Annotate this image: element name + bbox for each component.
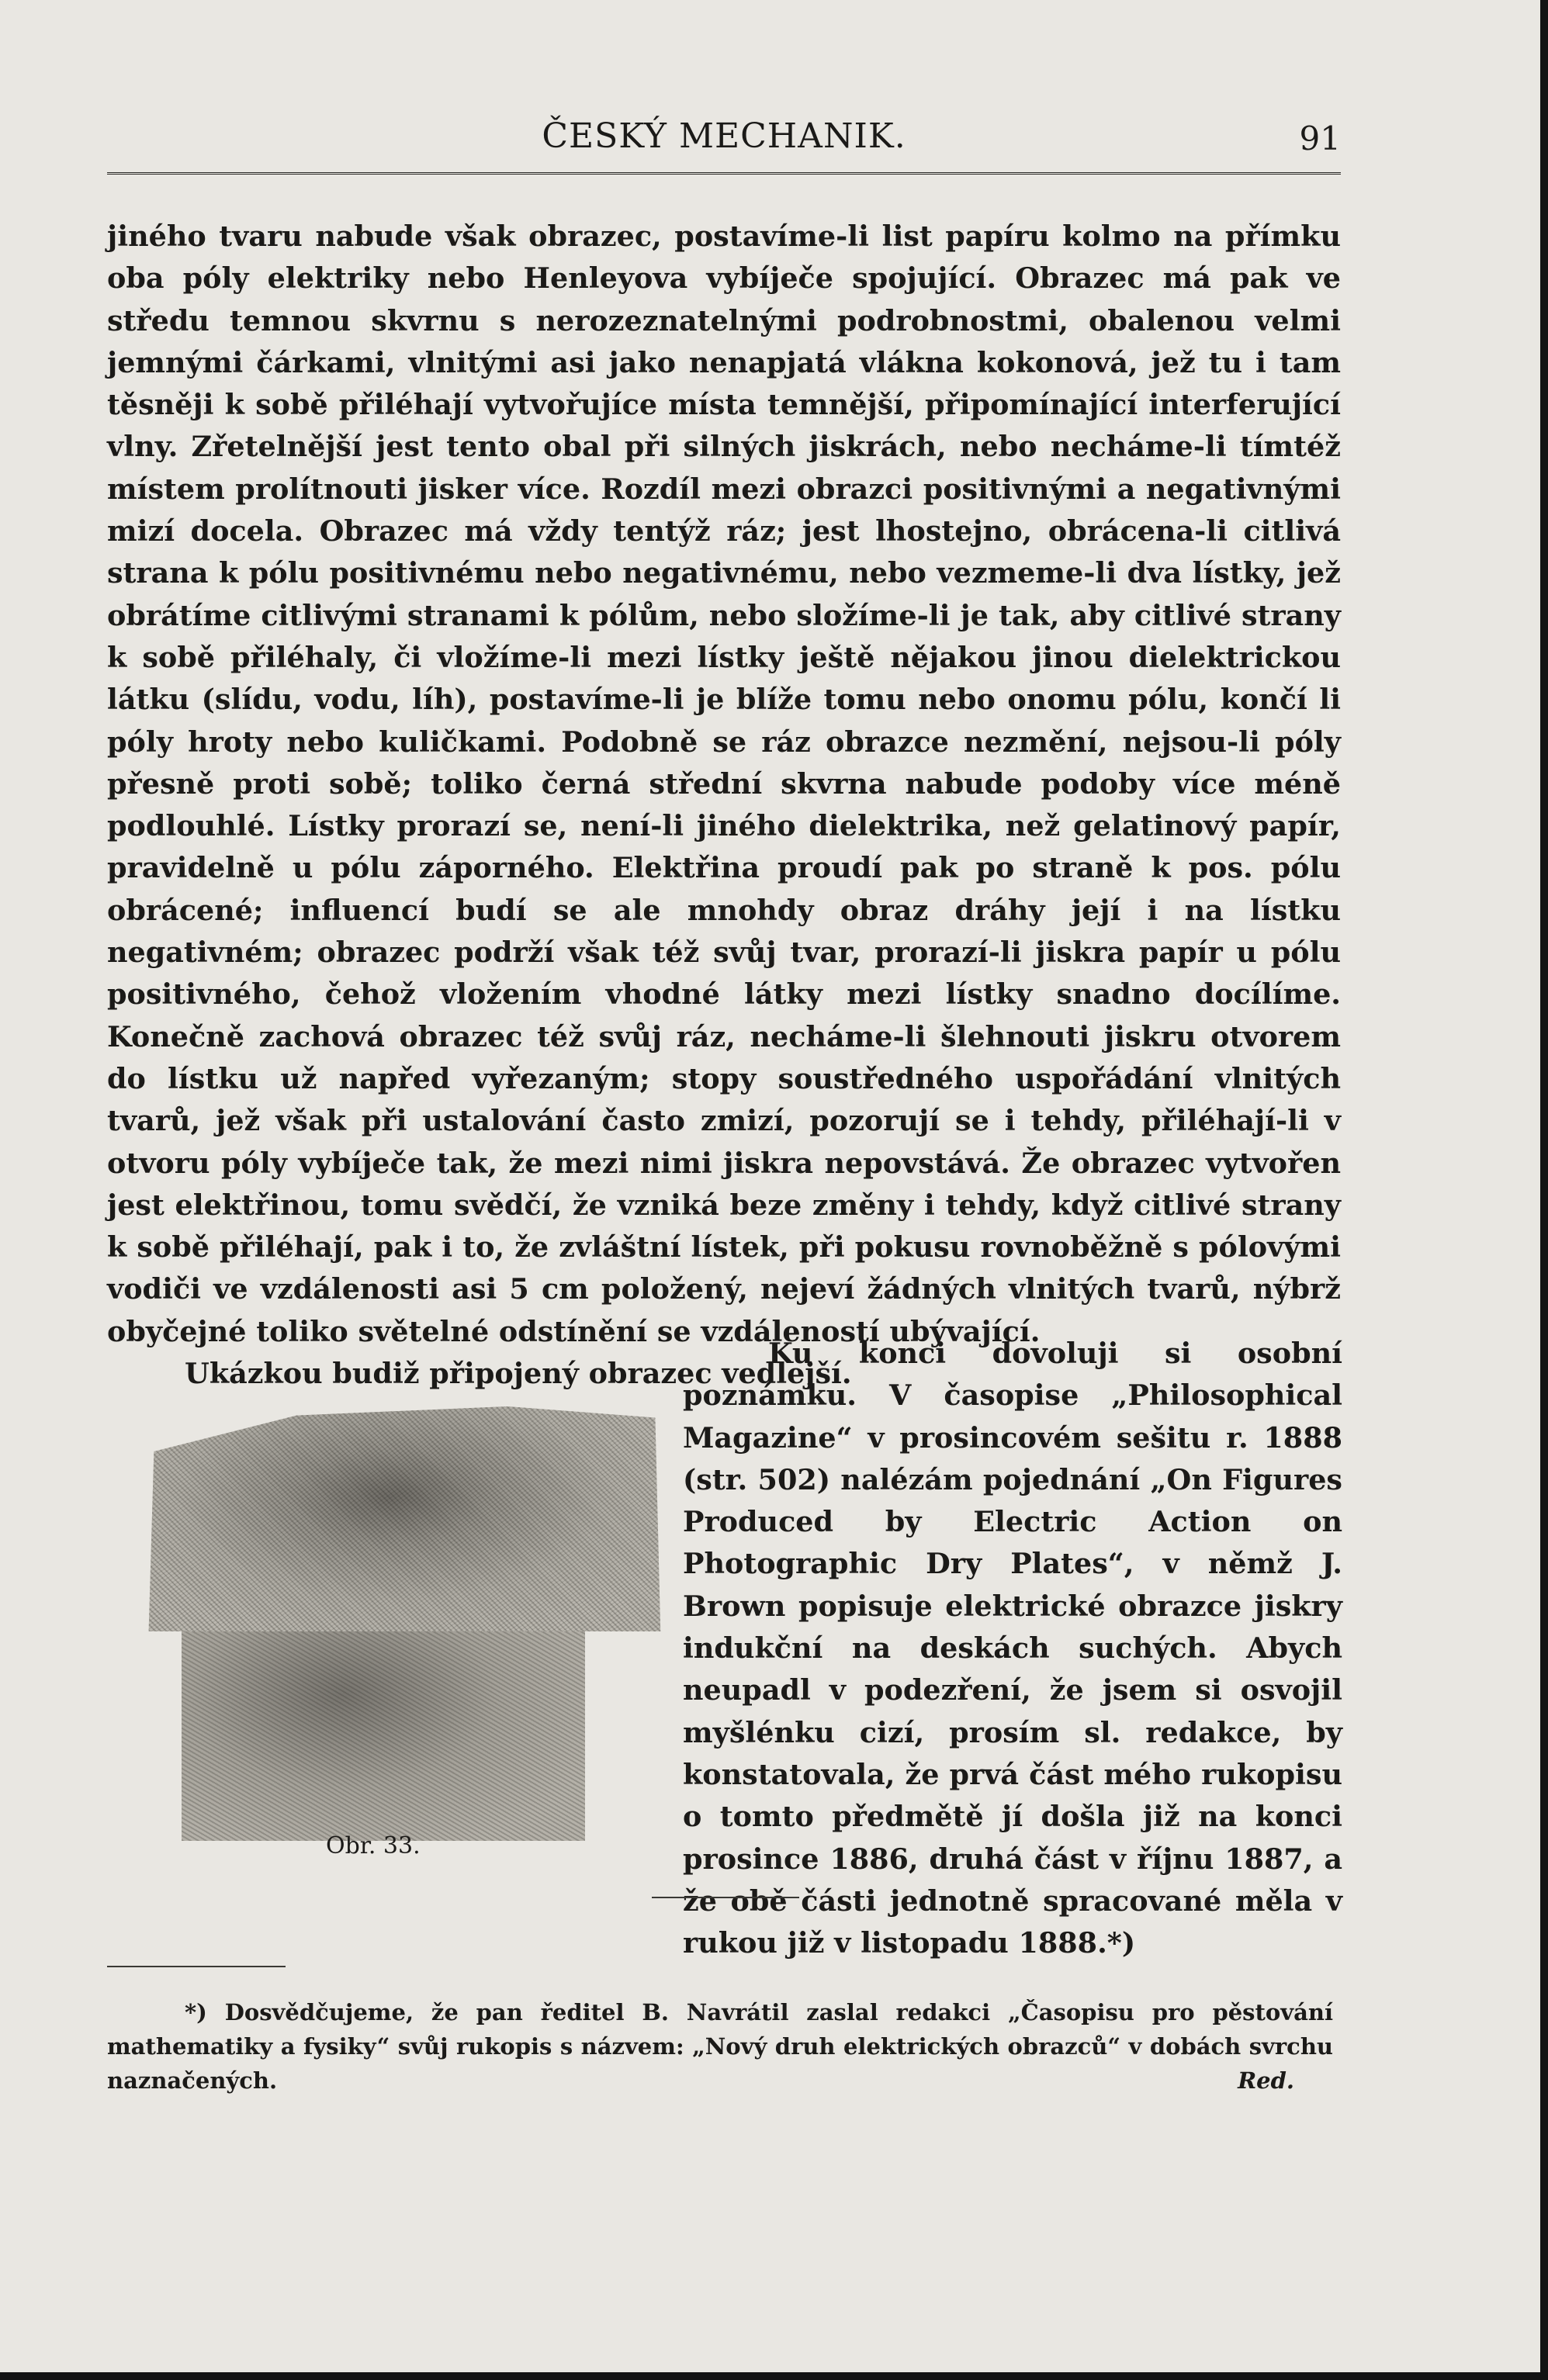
- spark-figure-image: [138, 1406, 666, 1631]
- figure-block: [107, 1333, 1342, 1960]
- footnote-text: *) Dosvědčujeme, že pan ředitel B. Navrátil zaslal redakci „Časopisu pro pěstování mathematiky a fysiky“ svůj rukopis s názvem: „Nový druh elektrických obrazců“ v dobách svrchu naznačených.: [107, 1999, 1333, 2094]
- side-text-block: [683, 1333, 1342, 1964]
- main-text-block: [107, 216, 1341, 1395]
- header-rule: [107, 172, 1341, 175]
- footnote-signature: Red.: [1238, 2067, 1294, 2094]
- side-paragraph: Ku konci dovoluji si osobní poznámku. V časopise „Philosophical Magazine“ v prosincovém sešitu r. 1888 (str. 502) nalézám pojednání „On Figures Produced by Electric Action on Photographic Dry Plates“, v němž J. Brown popisuje elektrické obrazce jiskry indukční na deskách suchých. Abych neupadl v podezření, že jsem si osvojil myšlénku cizí, prosím sl. redakce, by konstatovala, že prvá část mého rukopisu o tomto předmětě jí došla již na konci prosince 1886, druhá část v říjnu 1887, a že obě části jednotně spracované měla v rukou již v listopadu 1888.*): [683, 1337, 1342, 1960]
- spark-figure-image-lower: [182, 1631, 585, 1841]
- page-number: 91: [1299, 119, 1341, 157]
- main-paragraph: jiného tvaru nabude však obrazec, postavíme-li list papíru kolmo na přímku oba póly elektriky nebo Henleyova vybíječe spojující. Obrazec má pak ve středu temnou skvrnu s nerozeznatelnými podrobnostmi, obalenou velmi jemnými čárkami, vlnitými asi jako nenapjatá vlákna kokonová, jež tu i tam těsněji k sobě přiléhají vytvořujíce místa temnější, připomínající interferující vlny. Zřetelnější jest tento obal při silných jiskrách, nebo necháme-li tímtéž místem prolítnouti jisker více. Rozdíl mezi obrazci positivnými a negativnými mizí docela. Obrazec má vždy tentýž ráz; jest lhostejno, obrácena-li citlivá strana k pólu positivnému nebo negativnému, nebo vezmeme-li dva lístky, jež obrátíme citlivými stranami k pólům, nebo složíme-li je tak, aby citlivé strany k sobě přiléhaly, či vložíme-li mezi lístky ještě nějakou jinou dielektrickou látku (slídu, vodu, líh), postavíme-li je blíže tomu nebo onomu pólu, končí li póly hroty nebo kuličkami. Podobně se ráz obrazce nezmění, nejsou-li póly přesně proti sobě; toliko černá střední skvrna nabude podoby více méně podlouhlé. Lístky prorazí se, není-li jiného dielektrika, než gelatinový papír, pravidelně u pólu záporného. Elektřina proudí pak po straně k pos. pólu obrácené; influencí budí se ale mnohdy obraz dráhy její i na lístku negativném; obrazec podrží však též svůj tvar, prorazí-li jiskra papír u pólu positivného, čehož vložením vhodné látky mezi lístky snadno docílíme. Konečně zachová obrazec též svůj ráz, necháme-li šlehnouti jiskru otvorem do lístku už napřed vyřezaným; stopy soustředného uspořádání vlnitých tvarů, jež však při ustalování často zmizí, pozorují se i tehdy, přiléhají-li v otvoru póly vybíječe tak, že mezi nimi jiskra nepovstává. Že obrazec vytvořen jest elektřinou, tomu svědčí, že vzniká beze změny i tehdy, když citlivé strany k sobě přiléhají, pak i to, že zvláštní lístek, při pokusu rovnoběžně s pólovými vodiči ve vzdálenosti asi 5 cm položený, nejeví žádných vlnitých tvarů, nýbrž obyčejné toliko světelné odstínění se vzdáleností ubývající.: [107, 220, 1341, 1348]
- sample-line: Ukázkou budiž připojený obrazec vedlejší.: [185, 1357, 852, 1391]
- footnote-rule: [107, 1966, 286, 1967]
- footnote: [107, 1995, 1333, 2098]
- running-title: ČESKÝ MECHANIK.: [542, 116, 906, 156]
- section-rule: [652, 1897, 799, 1898]
- figure-caption: Obr. 33.: [326, 1832, 421, 1859]
- page-header: [107, 116, 1341, 163]
